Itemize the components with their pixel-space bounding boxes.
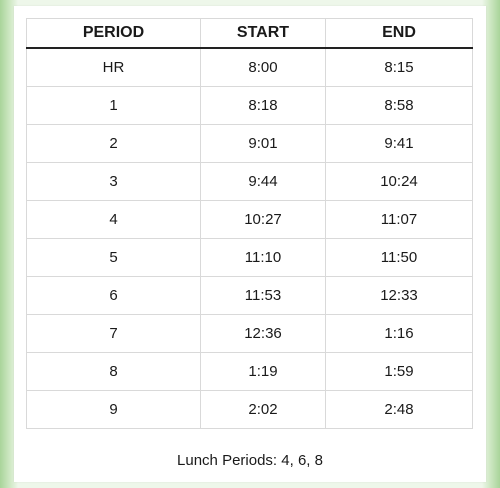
start-cell: 12:36 — [201, 315, 326, 353]
table-row — [27, 87, 473, 125]
period-cell: 3 — [27, 163, 201, 201]
end-cell: 2:48 — [326, 391, 473, 429]
header-period: PERIOD — [27, 19, 201, 49]
period-cell: 9 — [27, 391, 201, 429]
lunch-periods-note: Lunch Periods: 4, 6, 8 — [177, 452, 323, 469]
header-start: START — [201, 19, 326, 49]
end-cell: 1:59 — [326, 353, 473, 391]
table-row — [27, 239, 473, 277]
schedule-card — [14, 6, 486, 482]
header-end: END — [326, 19, 473, 49]
end-cell: 12:33 — [326, 277, 473, 315]
start-cell: 10:27 — [201, 201, 326, 239]
table-row — [27, 315, 473, 353]
period-cell: 2 — [27, 125, 201, 163]
start-cell: 8:18 — [201, 87, 326, 125]
end-cell: 11:07 — [326, 201, 473, 239]
table-row — [27, 201, 473, 239]
period-cell: 8 — [27, 353, 201, 391]
end-cell: 9:41 — [326, 125, 473, 163]
start-cell: 1:19 — [201, 353, 326, 391]
period-cell: 6 — [27, 277, 201, 315]
table-row — [27, 163, 473, 201]
table-row — [27, 353, 473, 391]
period-cell: 1 — [27, 87, 201, 125]
period-cell: HR — [27, 48, 201, 87]
end-cell: 8:58 — [326, 87, 473, 125]
start-cell: 8:00 — [201, 48, 326, 87]
table-row — [27, 48, 473, 87]
end-cell: 8:15 — [326, 48, 473, 87]
end-cell: 10:24 — [326, 163, 473, 201]
period-cell: 4 — [27, 201, 201, 239]
start-cell: 9:01 — [201, 125, 326, 163]
table-header-row — [27, 19, 473, 49]
period-cell: 7 — [27, 315, 201, 353]
start-cell: 11:53 — [201, 277, 326, 315]
table-row — [27, 391, 473, 429]
start-cell: 2:02 — [201, 391, 326, 429]
period-cell: 5 — [27, 239, 201, 277]
bell-schedule-table — [26, 18, 473, 429]
end-cell: 1:16 — [326, 315, 473, 353]
table-row — [27, 277, 473, 315]
table-row — [27, 125, 473, 163]
start-cell: 11:10 — [201, 239, 326, 277]
start-cell: 9:44 — [201, 163, 326, 201]
end-cell: 11:50 — [326, 239, 473, 277]
